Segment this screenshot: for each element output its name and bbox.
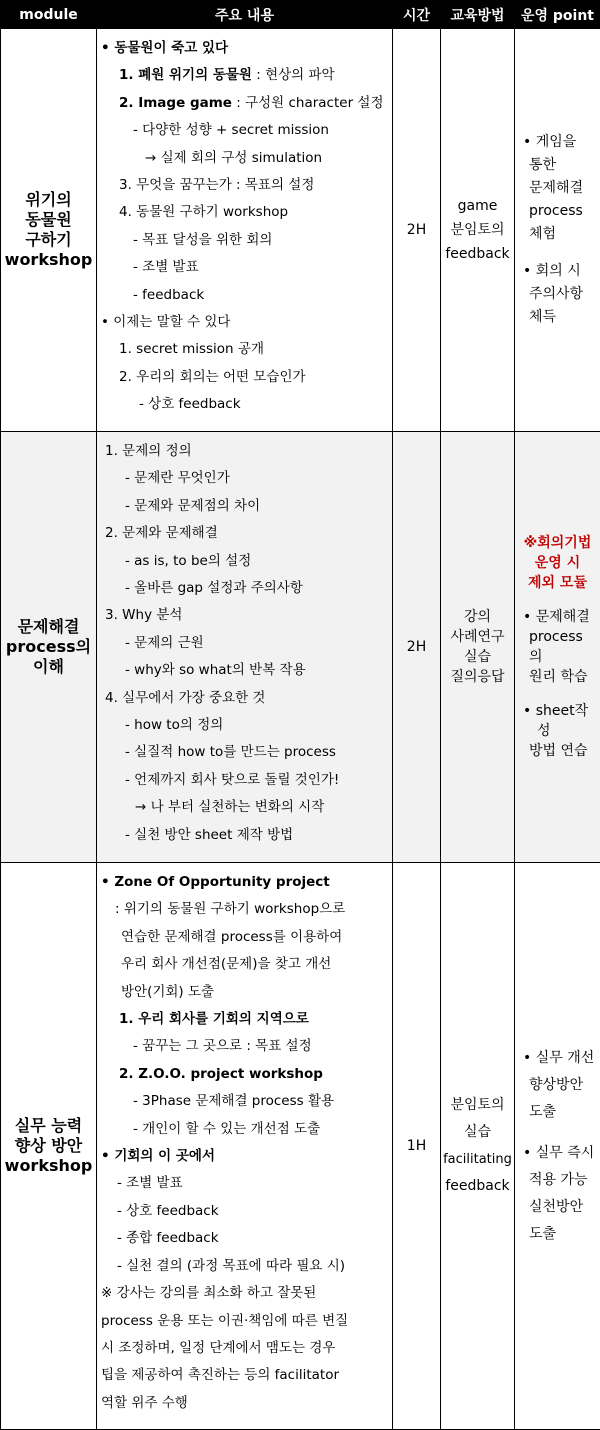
header-row — [1, 1, 600, 29]
header-point: 운영 point — [515, 1, 600, 29]
module-cell: 문제해결 process의 이해 — [1, 432, 97, 863]
content-cell: • Zone Of Opportunity project : 위기의 동물원 구하기 workshop으로 연습한 문제해결 process를 이용하여 우리 회사 개선점(문제)을 찾고 개선 방안(기회) 도출 1. 우리 회사를 기회의 지역으로 - 꿈꾸는 그 곳으로 : 목표 설정 2. Z.O.O. project workshop - 3Phase 문제해결 process 활용 - 개인이 할 수 있는 개선점 도출 • 기회의 이 곳에서 - 조별 발표 - 상호 feedback - 종합 feedback - 실천 결의 (과정 목표에 따라 필요 시) ※ 강사는 강의를 최소화 하고 잘못된 process 운용 또는 이권·책임에 따른 변질 시 조정하며, 일정 단계에서 맴도는 경우 팁을 제공하여 촉진하는 등의 facilitator 역할 위주 수행 — [97, 863, 393, 1430]
header-content: 주요 내용 — [97, 1, 393, 29]
content-cell: • 동물원이 죽고 있다 1. 폐원 위기의 동물원 : 현상의 파악 2. Image game : 구성원 character 설정 - 다양한 성향 + secret mission → 실제 회의 구성 simulation 3. 무엇을 꿈꾸는가 : 목표의 설정 4. 동물원 구하기 workshop - 목표 달성을 위한 회의 - 조별 발표 - feedback • 이제는 말할 수 있다 1. secret mission 공개 2. 우리의 회의는 어떤 모습인가 - 상호 feedback — [97, 29, 393, 432]
method-cell: 분임토의 실습 facilitating feedback — [441, 863, 515, 1430]
header-method: 교육방법 — [441, 1, 515, 29]
method-cell: game 분임토의 feedback — [441, 29, 515, 432]
time-cell: 1H — [393, 863, 441, 1430]
header-time: 시간 — [393, 1, 441, 29]
time-cell: 2H — [393, 29, 441, 432]
content-cell: 1. 문제의 정의 - 문제란 무엇인가 - 문제와 문제점의 차이 2. 문제와 문제해결 - as is, to be의 설정 - 올바른 gap 설정과 주의사항 3. Why 분석 - 문제의 근원 - why와 so what의 반복 작용 4. 실무에서 가장 중요한 것 - how to의 정의 - 실질적 how to를 만드는 process - 언제까지 회사 탓으로 돌릴 것인가! → 나 부터 실천하는 변화의 시작 - 실천 방안 sheet 제작 방법 — [97, 432, 393, 863]
module-cell: 실무 능력 향상 방안 workshop — [1, 863, 97, 1430]
point-cell: • 실무 개선 향상방안 도출 • 실무 즉시 적용 가능 실천방안 도출 — [515, 863, 600, 1430]
method-cell: 강의 사례연구 실습 질의응답 — [441, 432, 515, 863]
point-cell: ※회의기법 운영 시 제외 모듈 • 문제해결 process의 원리 학습 • sheet작성 방법 연습 — [515, 432, 600, 863]
header-module: module — [1, 1, 97, 29]
time-cell: 2H — [393, 432, 441, 863]
table-row — [1, 432, 600, 863]
table-row — [1, 863, 600, 1430]
point-cell: • 게임을 통한 문제해결 process 체험 • 회의 시 주의사항 체득 — [515, 29, 600, 432]
table-row — [1, 29, 600, 432]
module-cell: 위기의 동물원 구하기 workshop — [1, 29, 97, 432]
